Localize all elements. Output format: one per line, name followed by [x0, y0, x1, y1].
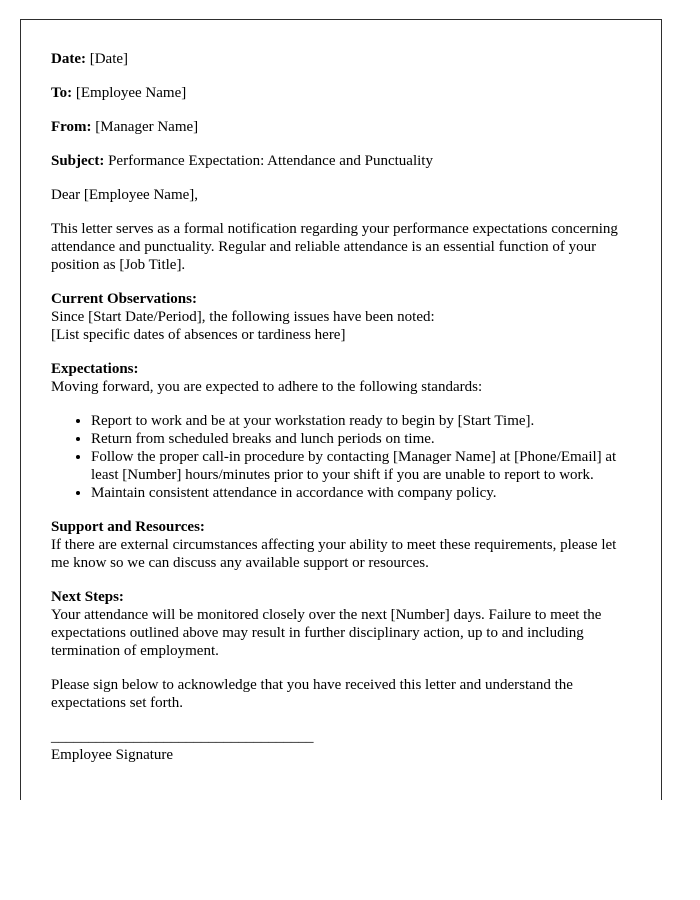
date-label: Date:: [51, 51, 86, 67]
section-expectations: [51, 360, 631, 396]
current-observations-heading: Current Observations:: [51, 291, 197, 307]
section-next-steps: [51, 588, 631, 660]
signature-block: [51, 728, 631, 764]
from-label: From:: [51, 119, 92, 135]
list-item: • Report to work and be at your workstation ready to begin by [Start Time].: [91, 412, 631, 430]
expectations-heading: Expectations:: [51, 361, 139, 377]
from-field: [51, 118, 631, 136]
to-field: [51, 84, 631, 102]
support-body: If there are external circumstances affecting your ability to meet these requirements, please let me know so we can discuss any available support or resources.: [51, 537, 617, 571]
subject-field: [51, 152, 631, 170]
signature-label: Employee Signature: [51, 747, 174, 763]
expectations-intro: Moving forward, you are expected to adhere to the following standards:: [51, 379, 483, 395]
list-item: • Maintain consistent attendance in accordance with company policy.: [91, 484, 631, 502]
date-field: [51, 50, 631, 68]
closing-paragraph: Please sign below to acknowledge that you have received this letter and understand the expectations set forth.: [51, 677, 573, 711]
current-observations-line: Since [Start Date/Period], the following issues have been noted:: [51, 309, 435, 325]
subject-value: Performance Expectation: Attendance and Punctuality: [108, 153, 433, 169]
salutation: Dear [Employee Name],: [51, 187, 199, 203]
to-label: To:: [51, 85, 73, 101]
section-current-observations: [51, 290, 631, 344]
letter-document: [20, 19, 662, 800]
from-value: [Manager Name]: [95, 119, 199, 135]
next-steps-body: Your attendance will be monitored closely over the next [Number] days. Failure to meet the expectations outlined above may result in further disciplinary action, up to and including termination of employment.: [51, 607, 602, 659]
to-value: [Employee Name]: [75, 85, 187, 101]
current-observations-line: [List specific dates of absences or tardiness here]: [51, 327, 346, 343]
list-item: • Follow the proper call-in procedure by contacting [Manager Name] at [Phone/Email] at least [Number] hours/minutes prior to your shift if you are unable to report to work.: [91, 448, 631, 484]
expectations-bullet-list: [51, 412, 631, 502]
next-steps-heading: Next Steps:: [51, 589, 124, 605]
section-support-and-resources: [51, 518, 631, 572]
list-item: • Return from scheduled breaks and lunch periods on time.: [91, 430, 631, 448]
intro-paragraph: This letter serves as a formal notification regarding your performance expectations concerning attendance and punctuality. Regular and reliable attendance is an essential function of your position as [Job Title].: [51, 221, 618, 273]
subject-label: Subject:: [51, 153, 105, 169]
date-value: [Date]: [89, 51, 129, 67]
support-heading: Support and Resources:: [51, 519, 205, 535]
signature-line: ___________________________________: [51, 729, 314, 745]
